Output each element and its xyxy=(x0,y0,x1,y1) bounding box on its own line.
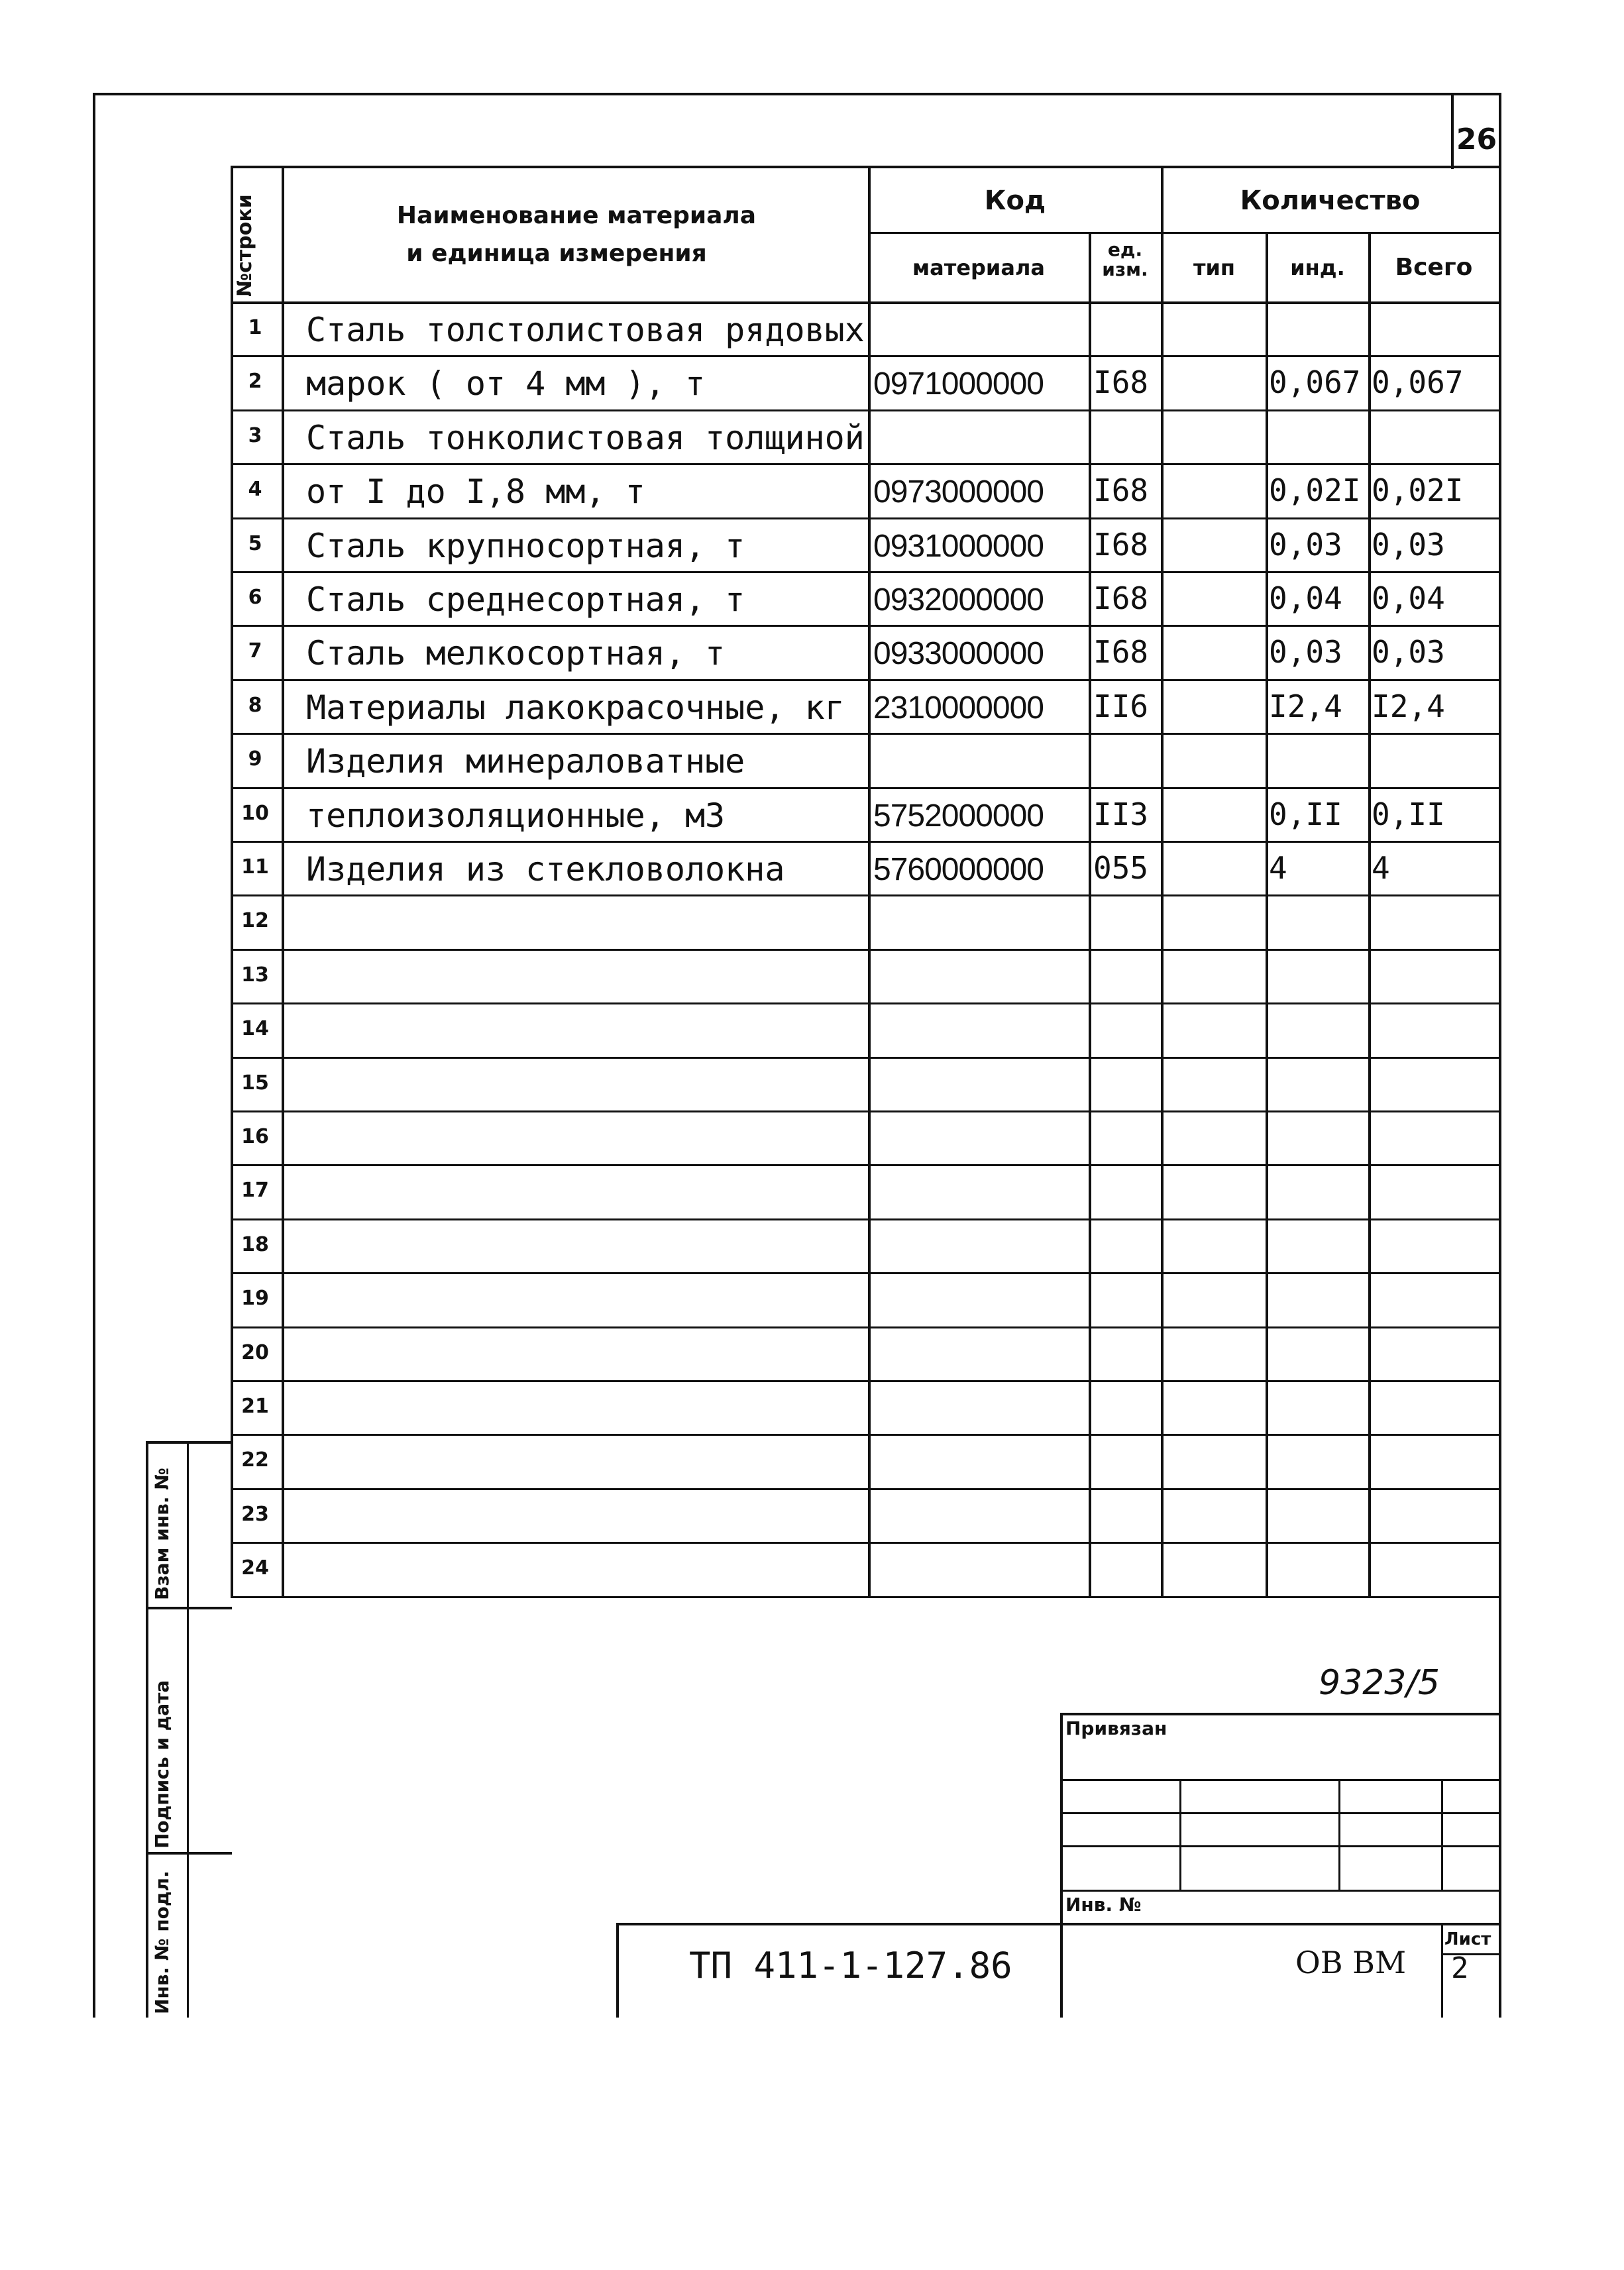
row-material-code: 5760000000 xyxy=(873,852,1044,887)
row-line xyxy=(231,949,1499,951)
row-line xyxy=(231,894,1499,896)
side-stamp-replace-inv: Взам инв. № xyxy=(151,1468,173,1600)
side-stamp-mid xyxy=(187,1441,189,2018)
row-material-name: Изделия из стекловолокна xyxy=(306,850,785,889)
col-line-total-right xyxy=(1499,166,1501,1596)
row-material-code: 0971000000 xyxy=(873,366,1044,402)
row-material-name: марок ( от 4 мм ), т xyxy=(306,364,706,404)
row-number: 10 xyxy=(241,801,269,825)
title-sheet-div xyxy=(1441,1953,1501,1955)
row-number: 9 xyxy=(248,747,262,771)
row-qty-total: 0,02I xyxy=(1372,472,1464,509)
row-qty-total: I2,4 xyxy=(1372,688,1445,724)
row-number: 14 xyxy=(241,1017,269,1041)
row-line xyxy=(231,1488,1499,1490)
row-material-name: Сталь среднесортная, т xyxy=(306,580,745,619)
row-unit-code: II3 xyxy=(1093,796,1149,832)
row-material-code: 5752000000 xyxy=(873,798,1044,834)
row-qty-ind: 4 xyxy=(1269,850,1287,886)
row-unit-code: I68 xyxy=(1093,634,1149,671)
title-grid-h1 xyxy=(1060,1779,1501,1781)
row-line xyxy=(231,733,1499,735)
row-unit-code: II6 xyxy=(1093,688,1149,724)
row-material-name: Сталь мелкосортная, т xyxy=(306,634,726,673)
row-number: 8 xyxy=(248,693,262,717)
row-number: 11 xyxy=(241,855,269,879)
row-line xyxy=(231,1596,1499,1598)
row-number: 4 xyxy=(248,478,262,502)
title-attached-left xyxy=(1060,1713,1063,2018)
header-qty-type: тип xyxy=(1193,255,1236,280)
col-line-total-left xyxy=(1368,232,1371,1596)
title-sheet-left xyxy=(1441,1923,1443,2018)
row-number: 15 xyxy=(241,1071,269,1095)
row-material-code: 0973000000 xyxy=(873,474,1044,510)
table-top-line xyxy=(231,166,1499,168)
title-main-top xyxy=(616,1923,1501,1925)
row-material-name: теплоизоляционные, м3 xyxy=(306,796,726,835)
row-line xyxy=(231,1057,1499,1059)
row-line xyxy=(231,1380,1499,1382)
row-number: 19 xyxy=(241,1287,269,1311)
row-qty-ind: 0,03 xyxy=(1269,634,1342,671)
header-name-line2: и единица измерения xyxy=(406,240,707,267)
header-qty-total: Всего xyxy=(1395,254,1473,281)
frame-top xyxy=(93,93,1501,95)
row-line xyxy=(231,517,1499,519)
side-stamp-sign-date: Подпись и дата xyxy=(151,1680,173,1849)
header-code-group: Код xyxy=(984,186,1046,216)
row-number: 17 xyxy=(241,1179,269,1203)
row-line xyxy=(231,463,1499,465)
header-row-no: №строки xyxy=(233,194,256,297)
title-grid-v2 xyxy=(1338,1779,1340,1890)
row-material-code: 2310000000 xyxy=(873,690,1044,726)
row-material-code: 0933000000 xyxy=(873,636,1044,672)
row-qty-total: 0,03 xyxy=(1372,526,1445,563)
header-code-material: материала xyxy=(912,255,1045,280)
title-doc-code: ТП 411-1-127.86 xyxy=(689,1945,1012,1986)
row-material-name: Сталь крупносортная, т xyxy=(306,526,745,565)
header-name-line1: Наименование материала xyxy=(396,202,757,229)
header-split-line xyxy=(868,232,1499,234)
row-number: 16 xyxy=(241,1125,269,1148)
row-number: 24 xyxy=(241,1556,269,1580)
col-line-unit-left xyxy=(1089,232,1091,1596)
row-material-name: от I до I,8 мм, т xyxy=(306,472,645,512)
row-qty-ind: 0,067 xyxy=(1269,364,1361,401)
row-number: 2 xyxy=(248,370,262,394)
row-line xyxy=(231,1542,1499,1544)
row-unit-code: I68 xyxy=(1093,580,1149,616)
title-grid-v3 xyxy=(1441,1779,1443,1890)
row-line xyxy=(231,1218,1499,1220)
frame-left xyxy=(93,93,95,2018)
header-bottom-line xyxy=(231,301,1499,304)
title-attached-top xyxy=(1060,1713,1501,1715)
row-number: 23 xyxy=(241,1502,269,1526)
title-grid-v1 xyxy=(1179,1779,1181,1890)
row-material-name: Сталь толстолистовая рядовых xyxy=(306,311,865,349)
row-line xyxy=(231,1326,1499,1328)
row-material-name: Изделия минераловатные xyxy=(306,742,745,781)
row-qty-total: 4 xyxy=(1372,850,1390,886)
row-qty-ind: 0,02I xyxy=(1269,472,1361,509)
row-material-code: 0932000000 xyxy=(873,582,1044,618)
row-number: 12 xyxy=(241,909,269,933)
title-sheet-value: 2 xyxy=(1451,1951,1469,1985)
side-stamp-div2 xyxy=(146,1852,232,1855)
row-number: 18 xyxy=(241,1232,269,1256)
row-line xyxy=(231,1272,1499,1274)
row-unit-code: I68 xyxy=(1093,364,1149,401)
title-grid-h3 xyxy=(1060,1845,1501,1847)
title-doc-mark: ОВ ВМ xyxy=(1295,1945,1407,1980)
row-line xyxy=(231,787,1499,789)
row-number: 7 xyxy=(248,639,262,663)
row-line xyxy=(231,1164,1499,1166)
title-main-left xyxy=(616,1923,619,2018)
col-line-ind-left xyxy=(1266,232,1268,1596)
row-qty-ind: I2,4 xyxy=(1269,688,1342,724)
row-number: 21 xyxy=(241,1395,269,1418)
row-line xyxy=(231,841,1499,843)
row-material-code: 0931000000 xyxy=(873,528,1044,564)
side-stamp-inv-orig: Инв. № подл. xyxy=(151,1870,173,2014)
header-code-unit: ед. изм. xyxy=(1102,239,1148,280)
row-qty-total: 0,03 xyxy=(1372,634,1445,671)
title-attached-label: Привязан xyxy=(1065,1717,1167,1739)
row-material-name: Сталь тонколистовая толщиной xyxy=(306,418,865,457)
row-unit-code: I68 xyxy=(1093,472,1149,509)
row-qty-total: 0,067 xyxy=(1372,364,1464,401)
row-qty-ind: 0,04 xyxy=(1269,580,1342,616)
row-line xyxy=(231,571,1499,573)
row-line xyxy=(231,1434,1499,1436)
row-unit-code: 055 xyxy=(1093,850,1149,886)
page-number-box-left xyxy=(1451,93,1454,169)
row-line xyxy=(231,409,1499,411)
side-stamp-div1 xyxy=(146,1607,232,1609)
row-number: 5 xyxy=(248,531,262,555)
header-qty-ind: инд. xyxy=(1290,255,1345,280)
title-grid-h4 xyxy=(1060,1890,1501,1892)
row-line xyxy=(231,679,1499,681)
row-line xyxy=(231,1002,1499,1004)
title-sheet-label: Лист xyxy=(1444,1929,1491,1949)
col-line-type-left xyxy=(1161,166,1164,1596)
row-line xyxy=(231,1110,1499,1112)
row-number: 13 xyxy=(241,963,269,987)
col-line-code-left xyxy=(868,166,871,1596)
title-grid-h2 xyxy=(1060,1812,1501,1814)
row-number: 1 xyxy=(248,316,262,339)
row-unit-code: I68 xyxy=(1093,526,1149,563)
row-number: 20 xyxy=(241,1340,269,1364)
col-line-name-left xyxy=(282,166,284,1596)
row-line xyxy=(231,355,1499,357)
page-number: 26 xyxy=(1456,123,1497,156)
row-material-name: Материалы лакокрасочные, кг xyxy=(306,688,845,727)
side-stamp-left xyxy=(146,1441,148,2018)
row-number: 6 xyxy=(248,586,262,609)
row-qty-total: 0,04 xyxy=(1372,580,1445,616)
header-qty-group: Количество xyxy=(1240,186,1421,216)
project-number: 9323/5 xyxy=(1319,1663,1440,1703)
row-qty-total: 0,II xyxy=(1372,796,1445,832)
row-qty-ind: 0,03 xyxy=(1269,526,1342,563)
title-inv-label: Инв. № xyxy=(1065,1894,1142,1916)
row-number: 22 xyxy=(241,1448,269,1472)
row-line xyxy=(231,625,1499,627)
row-qty-ind: 0,II xyxy=(1269,796,1342,832)
row-number: 3 xyxy=(248,423,262,447)
